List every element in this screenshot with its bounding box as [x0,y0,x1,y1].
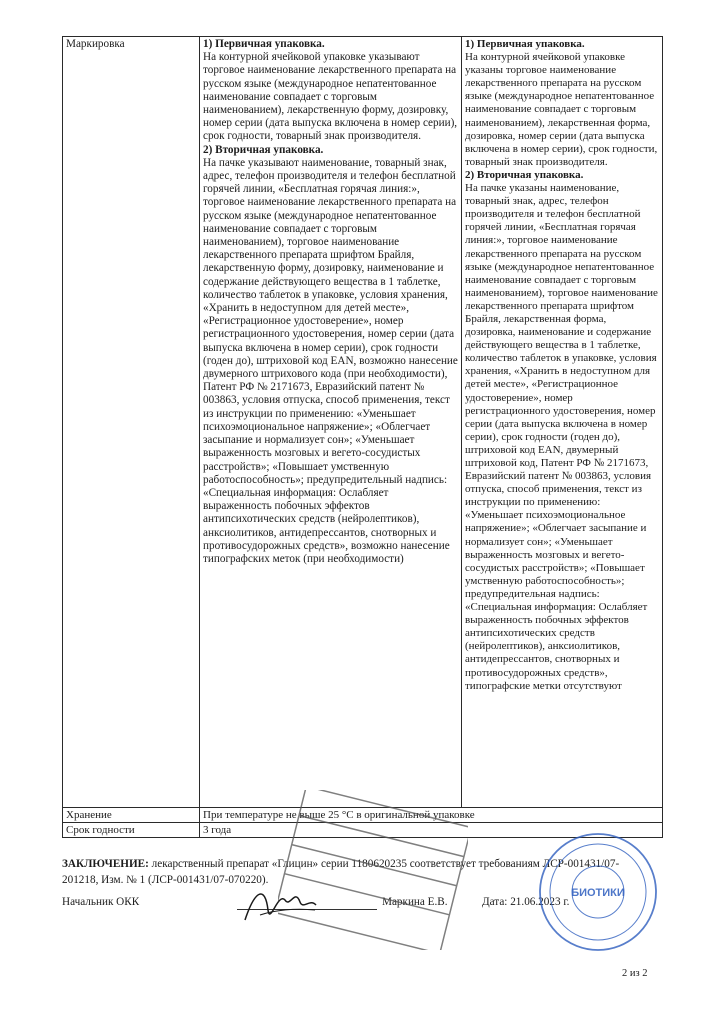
storage-value: При температуре не выше 25 °С в оригинальной упаковке [200,808,663,823]
signature-date: Дата: 21.06.2023 г. [482,896,570,908]
secondary-text-left: На пачке указывают наименование, товарный знак, адрес, телефон производителя и телефон бесплатной горячей линии, «Бесплатная горячая линия:», торговое наименование лекарственного препарата на русском языке (международное непатентованное наименование совпадает с торговым наименованием), торговое наименование лекарственного препарата шрифтом Брайля, лекарственную форму, дозировку, наименование и содержание действующего вещества в 1 таблетке, количество таблеток в упаковке, условия хранения, «Хранить в недоступном для детей месте», «Регистрационное удостоверение», номер регистрационного удостоверения, номер серии (дата выпуска включена в номер серии), срок годности (годен до), штриховой код EAN, возможно нанесение двумерного штрихового кода (при необходимости), Патент РФ № 2171673, Евразийский патент № 003863, условия отпуска, способ применения, текст из инструкции по применению: «Уменьшает психоэмоциональное напряжение»; «Облегчает засыпание и нормализует сон»; «Уменьшает выраженность мозговых и вегето-сосудистых расстройств»; «Повышает умственную работоспособность»; предупредительный надпись: «Специальная информация: Ослабляет выраженность побочных эффектов антипсихотических средств (нейролептиков), анксиолитиков, антидепрессантов, снотворных и противосудорожных средств», возможно нанесение типографских меток (при необходимости) [203,156,458,565]
primary-text-left: На контурной ячейковой упаковке указывают торговое наименование лекарственного препарата на русском языке (международное непатентованное наименование совпадает с торговым наименованием), лекарственную форму, дозировку, номер серии (дата выпуска включена в номер серии), срок годности, товарный знак производителя. [203,51,458,143]
conclusion-text: лекарственный препарат «Глицин» серии 1180620235 соответствует требованиям ЛСР-001431/07-201218, Изм. № 1 (ЛСР-001431/07-070220). [62,858,620,886]
storage-label: Хранение [63,808,200,823]
secondary-heading-right: 2) Вторичная упаковка. [465,168,584,181]
marking-requirement-cell [200,37,462,808]
primary-heading-right: 1) Первичная упаковка. [465,38,585,50]
marking-row [63,37,663,808]
rectangular-stamp [278,790,468,950]
round-seal-stamp [536,830,660,954]
secondary-text-right: На пачке указаны наименование, товарный знак, адрес, телефон производителя и телефон бесплатной горячей линии, «Бесплатная горячая линия:», торговое наименование лекарственного препарата на русском языке (международное непатентованное наименование совпадает с торговым наименованием), торговое наименование лекарственного препарата шрифтом Брайля, лекарственная форма, дозировка, наименование и содержание действующего вещества в 1 таблетке, количество таблеток в упаковке, условия хранения, «Хранить в недоступном для детей месте», «Регистрационное удостоверение», номер регистрационного удостоверения, номер серии (дата выпуска включена в номер серии), срок годности (годен до), штриховой код EAN, двумерный штриховой код, Патент РФ № 2171673, Евразийский патент № 003863, условия отпуска, способ применения, текст из инструкции по применению: «Уменьшает психоэмоциональное напряжение»; «Облегчает засыпание и нормализует сон»; «Уменьшает выраженность мозговых и вегето-сосудистых расстройств»; «Повышает умственную работоспособность»; предупредительная надпись: «Специальная информация: Ослабляет выраженность побочных эффектов антипсихотических средств (нейролептиков), анксиолитиков, антидепрессантов, снотворных и противосудорожных средств», типографские метки отсутствуют [465,182,658,692]
marking-result-cell [462,37,663,808]
primary-text-right: На контурной ячейковой упаковке указаны торговое наименование лекарственного препарата на русском языке (международное непатентованное наименование совпадает с торговым наименованием), лекарственная форма, дозировка, номер серии (дата выпуска включена в номер серии), срок годности, товарный знак производителя. [465,51,658,168]
svg-text:БИОТИКИ: БИОТИКИ [571,887,625,899]
conclusion-label: ЗАКЛЮЧЕНИЕ: [62,858,149,870]
marking-label: Маркировка [63,37,200,808]
marking-table [62,36,663,838]
shelf-life-value: 3 года [200,823,663,838]
signer-position: Начальник ОКК [62,896,140,908]
page-number: 2 из 2 [622,968,648,979]
shelf-life-label: Срок годности [63,823,200,838]
primary-heading-left: 1) Первичная упаковка. [203,38,325,50]
secondary-heading-left: 2) Вторичная упаковка. [203,143,324,156]
signer-name: Маркина Е.В. [382,896,448,908]
